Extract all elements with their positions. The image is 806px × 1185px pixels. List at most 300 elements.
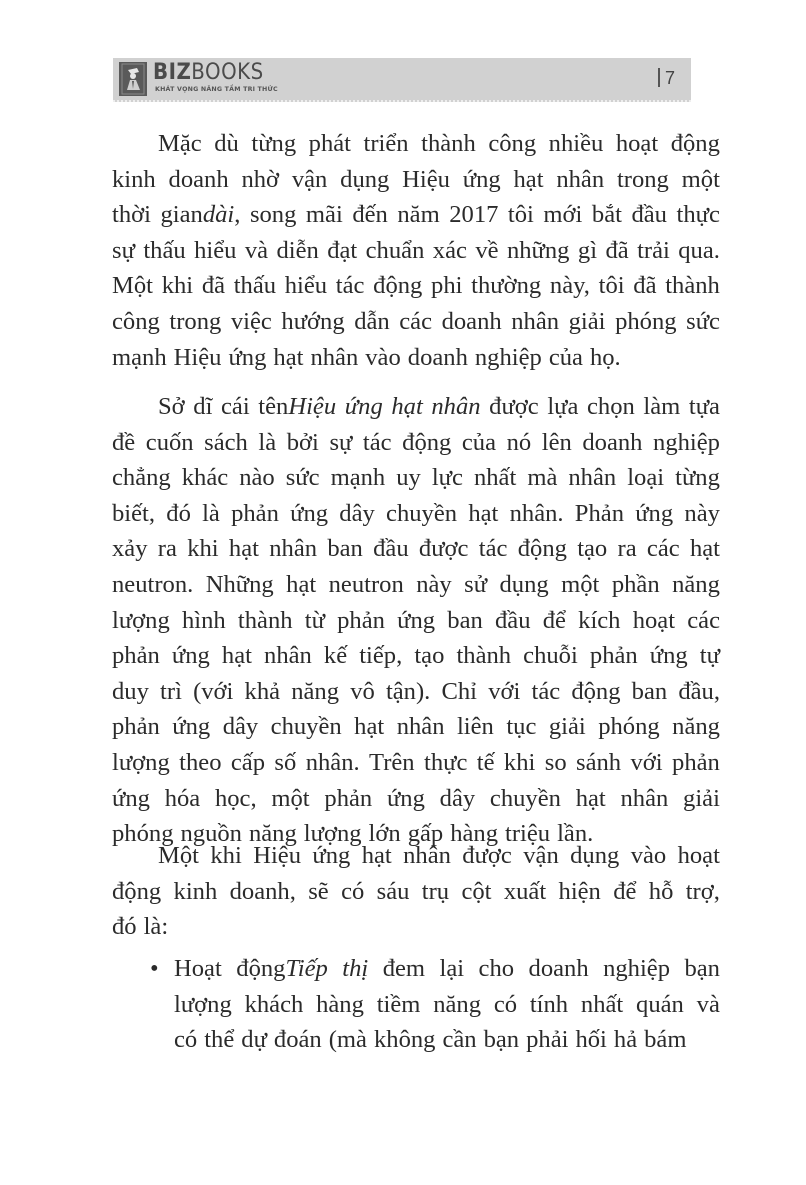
word: đầu, [678, 677, 720, 705]
word: dự [241, 1026, 267, 1054]
word: việc [230, 307, 272, 335]
word: để [613, 877, 637, 905]
paragraph-3 [112, 838, 720, 945]
word: dù [214, 130, 239, 157]
word: sức [285, 464, 320, 492]
word: (mà [328, 1026, 367, 1054]
word: hóa [164, 784, 201, 812]
word: ra [617, 535, 637, 563]
word: uy [396, 464, 421, 492]
word: nhờ [241, 165, 280, 193]
word: phát [308, 130, 351, 157]
word: lại [439, 955, 465, 982]
word: động [517, 535, 567, 563]
word: độngTiếp [236, 955, 328, 982]
word: đầu [495, 606, 531, 634]
word: ứng [397, 606, 436, 634]
word: chuyền [489, 784, 561, 812]
word: có [493, 990, 518, 1018]
paragraph-1 [112, 126, 720, 375]
word: doanh [528, 955, 589, 982]
word: bạn [684, 955, 720, 982]
word: sức [686, 307, 720, 335]
word: lực [431, 464, 463, 492]
brand-bold: BIZ [153, 60, 192, 85]
word: ứng [344, 393, 383, 420]
page-number-value: 7 [664, 68, 675, 88]
paragraph-2 [112, 389, 720, 852]
word: đầu [373, 535, 409, 563]
word: lần. [557, 820, 594, 848]
word: vận [291, 165, 328, 193]
word: của [461, 428, 497, 456]
word: động [571, 677, 621, 705]
word: có [341, 877, 365, 905]
word: nhân [264, 642, 312, 670]
text-line [112, 197, 720, 233]
word: chuyền [270, 713, 342, 741]
word: để [542, 606, 566, 634]
word: cho [478, 955, 515, 982]
word: dụng [340, 165, 390, 193]
word: tạo [414, 642, 445, 670]
word: ứng [635, 499, 674, 527]
word: chuỗi [523, 642, 578, 670]
word: số [274, 748, 297, 776]
word: hiểu [194, 236, 237, 264]
text-line [112, 603, 720, 639]
word: dẫn [354, 307, 390, 335]
word: tôi [598, 272, 625, 300]
word: thành [421, 130, 476, 157]
word: ban [631, 677, 668, 705]
word: năng [433, 990, 482, 1018]
word: phản [672, 748, 720, 776]
word: Hiệu [253, 842, 301, 869]
word: đề [112, 428, 136, 456]
page-header [113, 58, 691, 102]
word: nhất [473, 464, 517, 492]
word: tự [699, 642, 720, 670]
word: hoạt [615, 130, 659, 157]
word: năm [397, 201, 440, 229]
word: sẽ [308, 877, 329, 905]
word: nhân. [509, 499, 564, 527]
word: đầu [631, 201, 667, 229]
word: hạt [221, 642, 252, 670]
word: này, [549, 272, 590, 300]
word: một [271, 784, 310, 812]
word: tế [476, 748, 495, 776]
word: đoán [273, 1026, 322, 1054]
word: bắt [591, 201, 622, 229]
word: ứng [312, 842, 351, 869]
word: khi [187, 535, 219, 563]
word: Hiệu [402, 165, 450, 193]
word: chuẩn [365, 236, 425, 264]
word: ứng [228, 343, 267, 371]
word: ứng [386, 784, 425, 812]
word: sự [112, 236, 135, 264]
word: cấp [230, 748, 266, 776]
word: từng [251, 130, 297, 157]
word: sánh [576, 748, 622, 776]
word: hiện [558, 877, 601, 905]
word: và [696, 990, 720, 1018]
word: loại [627, 464, 665, 492]
page-number [658, 68, 675, 89]
word: hiểu [284, 272, 328, 300]
word: trì [160, 677, 182, 705]
text-line [112, 531, 720, 567]
word: trụ [421, 877, 450, 905]
word: doanh [407, 343, 468, 371]
word: tính [529, 990, 569, 1018]
word: mà [527, 464, 558, 492]
word: Một [112, 272, 153, 300]
word: thị [342, 955, 369, 982]
word: vào [365, 343, 401, 371]
text-line [112, 709, 720, 745]
word: về [475, 236, 499, 264]
word: hạt [354, 713, 385, 741]
word: bám [644, 1026, 687, 1054]
word: thấu [233, 272, 277, 300]
word: tác [478, 535, 508, 563]
text-line [112, 674, 720, 710]
word: các [399, 307, 433, 335]
word: Một [158, 842, 199, 869]
word: lên [541, 428, 572, 456]
word: khi [503, 748, 536, 776]
word: phi [431, 272, 463, 300]
word: những [506, 236, 570, 264]
word: phản [589, 642, 638, 670]
word: hỗ [648, 877, 674, 905]
word: phải [526, 1026, 569, 1054]
word: sáu [376, 877, 410, 905]
bullet-item-text [174, 951, 720, 1058]
text-line [112, 425, 720, 461]
word: lượng [174, 990, 232, 1018]
word: gì [577, 236, 598, 264]
word: mới [543, 201, 583, 229]
word: đã [633, 272, 657, 300]
word: hạt [286, 570, 317, 598]
word: và [244, 236, 269, 264]
text-line [112, 745, 720, 781]
word: ứng [649, 642, 688, 670]
word: nguồn [180, 820, 242, 848]
word: năng [248, 820, 297, 848]
word: đó [112, 913, 137, 941]
word: biết, [112, 499, 156, 527]
word: phóng [615, 307, 677, 335]
word: xuất [503, 877, 547, 905]
word: là [202, 499, 220, 527]
word: lượng [112, 606, 170, 634]
word: một [561, 570, 600, 598]
word: lượng [303, 820, 362, 848]
word: hoạt [677, 842, 720, 869]
text-line [112, 838, 720, 874]
word: doanh [582, 428, 643, 456]
word: phóng [598, 713, 660, 741]
brand-tagline: KHÁT VỌNG NÂNG TẦM TRI THỨC [155, 86, 278, 93]
word: khi [161, 272, 194, 300]
word: các [687, 606, 720, 634]
word: ban [447, 606, 483, 634]
word: dụng [570, 842, 620, 869]
word: đã [201, 272, 226, 300]
word: trợ, [685, 877, 720, 905]
word: nhân [568, 464, 617, 492]
word: nhân [620, 784, 669, 812]
word: được [489, 393, 539, 420]
word: so [544, 748, 567, 776]
word: thành [237, 606, 293, 634]
word: triệu [505, 820, 551, 848]
word: này [416, 570, 452, 598]
word: lượng [112, 748, 170, 776]
word: các [646, 535, 680, 563]
word: từ [304, 606, 325, 634]
word: động [373, 272, 423, 300]
word: học, [214, 784, 257, 812]
word: đạt [327, 236, 358, 264]
word: làm [643, 393, 681, 420]
word: từng [675, 464, 720, 492]
word: phóng [112, 820, 174, 848]
word: hả [613, 1026, 638, 1054]
word: hướng [281, 307, 345, 335]
word: đem [382, 955, 426, 982]
word: hối [575, 1026, 607, 1054]
word: này [684, 499, 720, 527]
word: thể [204, 1026, 235, 1054]
word: dây [222, 713, 259, 741]
word: trong [616, 165, 669, 193]
word: cái [221, 393, 250, 420]
word: tiềm [376, 990, 421, 1018]
word: neutron. [112, 570, 194, 598]
word: một [681, 165, 720, 193]
word: (với [193, 677, 234, 705]
word: hạt [273, 343, 304, 371]
word: cuốn [145, 428, 194, 456]
text-line [112, 389, 720, 425]
word: động [670, 130, 720, 157]
word: hình [181, 606, 226, 634]
word: thực [676, 201, 720, 229]
word: theo [179, 748, 222, 776]
word: vô [350, 677, 375, 705]
word: ra [157, 535, 177, 563]
word: Chỉ [441, 677, 478, 705]
word: tôi [507, 201, 534, 229]
word: đến [352, 201, 388, 229]
word: không [373, 1026, 436, 1054]
word: giải [683, 784, 720, 812]
word: phản [324, 784, 373, 812]
word: giandài, [160, 201, 241, 229]
word: ứng [462, 165, 501, 193]
word: sự [329, 428, 353, 456]
word: thực [424, 748, 468, 776]
word: ứng [290, 499, 329, 527]
word: nhân [310, 343, 359, 371]
word: giải [568, 307, 606, 335]
word: động [402, 428, 452, 456]
word: nhân [431, 393, 481, 420]
word: dây [339, 499, 375, 527]
word: duy [112, 677, 149, 705]
word: tênHiệu [258, 393, 337, 420]
word: mạnh [330, 464, 386, 492]
word: ứng [171, 642, 210, 670]
word: xảy [112, 535, 148, 563]
word: cần [442, 1026, 477, 1054]
word: sách [204, 428, 248, 456]
text-line [174, 1022, 720, 1058]
word: hạt [391, 393, 423, 420]
word: đã [605, 236, 629, 264]
word: bởi [286, 428, 319, 456]
word: Trên [369, 748, 415, 776]
word: khi [210, 842, 242, 869]
word: thời [112, 201, 151, 229]
word: năng [672, 570, 720, 598]
brand-light: BOOKS [191, 60, 264, 85]
word: neutron [328, 570, 404, 598]
word: nhân [511, 307, 560, 335]
word: là: [143, 913, 169, 941]
text-line [112, 233, 720, 269]
word: Hiệu [173, 343, 222, 371]
word: thấu [143, 236, 186, 264]
word: hạt [468, 499, 499, 527]
word: dĩ [193, 393, 213, 420]
word: trải [637, 236, 670, 264]
word: nhất [580, 990, 624, 1018]
word: nghiệp [653, 428, 720, 456]
word: lớn [368, 820, 401, 848]
word: 2017 [449, 201, 499, 229]
word: hạt [361, 842, 392, 869]
word: nhiều [548, 130, 604, 157]
word: họ. [589, 343, 621, 371]
word: tận). [385, 677, 431, 705]
word: mạnh [112, 343, 167, 371]
text-line [112, 162, 720, 198]
word: phần [611, 570, 660, 598]
word: dụng [499, 570, 549, 598]
word: hoạt [632, 606, 676, 634]
text-line [112, 268, 720, 304]
word: quán [636, 990, 684, 1018]
word: năng [672, 713, 720, 741]
bullet-symbol: • [150, 955, 159, 982]
word: Mặc [158, 130, 202, 157]
word: của [548, 343, 583, 371]
text-line [112, 909, 720, 945]
word: trong [169, 307, 222, 335]
word: thành [456, 642, 512, 670]
text-line [112, 126, 720, 162]
word: với [488, 677, 521, 705]
word: phản [112, 642, 160, 670]
word: hàng [316, 990, 364, 1018]
word: có [174, 1026, 198, 1054]
word: công [488, 130, 537, 157]
text-line [174, 987, 720, 1023]
word: là [258, 428, 277, 456]
text-line [112, 781, 720, 817]
word: hạt [513, 165, 544, 193]
word: Sở [158, 393, 185, 420]
text-line [112, 874, 720, 910]
word: triển [363, 130, 409, 157]
word: chuyền [386, 499, 458, 527]
word: phản [337, 606, 385, 634]
word: nó [506, 428, 532, 456]
word: vận [523, 842, 559, 869]
text-line [112, 460, 720, 496]
word: giải [548, 713, 586, 741]
word: hàng [450, 820, 499, 848]
word: nghiệp [474, 343, 542, 371]
word: phản [112, 713, 160, 741]
word: tác [362, 428, 392, 456]
text-line [112, 496, 720, 532]
word: doanh [168, 165, 229, 193]
word: Hoạt [174, 955, 222, 982]
word: nào [239, 464, 275, 492]
word: đó [166, 499, 191, 527]
word: được [462, 842, 512, 869]
word: qua. [678, 236, 720, 264]
word: tạo [577, 535, 608, 563]
page-number-divider [658, 68, 660, 87]
word: lựa [547, 393, 579, 420]
text-line [112, 304, 720, 340]
word: vào [630, 842, 667, 869]
word: doanh, [229, 877, 296, 905]
text-line [112, 567, 720, 603]
word: khả [244, 677, 281, 705]
word: tựa [688, 393, 720, 420]
word: thường [471, 272, 542, 300]
text-line [112, 638, 720, 674]
word: hạt [228, 535, 259, 563]
word: tác [531, 677, 561, 705]
word: công [112, 307, 160, 335]
word: chọn [587, 393, 635, 420]
word: nhân. [305, 748, 360, 776]
word: kích [578, 606, 621, 634]
word: nhân [556, 165, 605, 193]
text-line [112, 340, 720, 376]
word: ứng [112, 784, 150, 812]
word: gấp [407, 820, 444, 848]
word: khác [181, 464, 229, 492]
brand-logo [153, 62, 264, 84]
word: kinh [173, 877, 218, 905]
word: hạt [575, 784, 606, 812]
word: nhân [269, 535, 318, 563]
word: Những [205, 570, 274, 598]
word: kinh [112, 165, 156, 193]
